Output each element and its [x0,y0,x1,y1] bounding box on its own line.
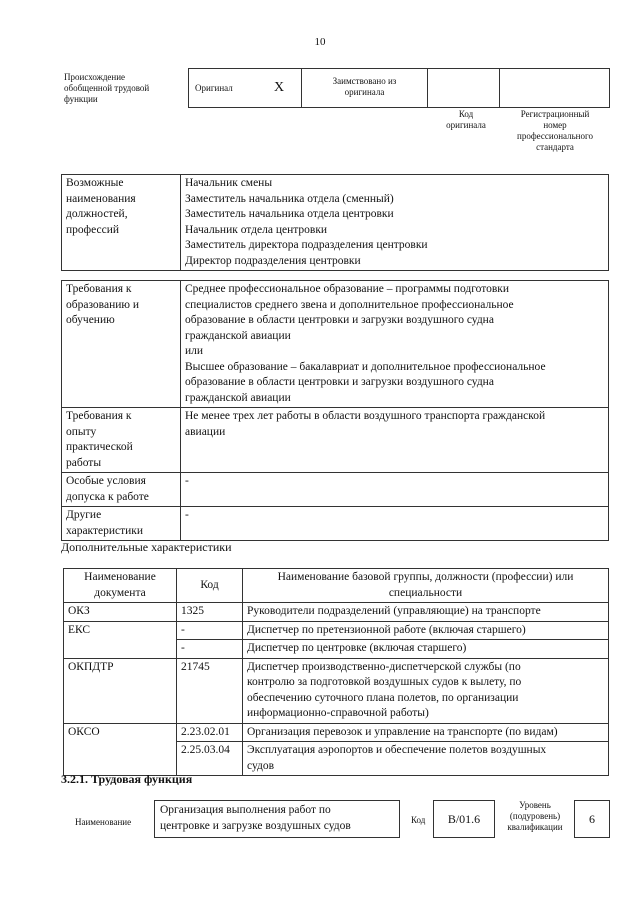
experience-label: Требования к опыту практической работы [62,408,181,473]
origin-table [188,68,610,108]
special-conditions-value: - [181,473,609,507]
header-code: Код [177,569,243,603]
row-name: Диспетчер по претензионной работе (включая старшего) [243,621,609,640]
position-item: Заместитель начальника отдела (сменный) [185,192,394,205]
lf-code-value: B/01.6 [433,800,495,838]
row-name: Диспетчер производственно-диспетчерской службы (по контролю за подготовкой воздушных судов к вылету, по обеспечению суточного плана полетов, по организации информационно-справочной работы) [243,658,609,723]
reg-number-caption: Регистрационный номер профессионального стандарта [517,109,593,152]
row-doc: ОКЗ [64,603,177,622]
page-number: 10 [314,36,326,48]
additional-table [63,568,609,776]
original-label: Оригинал [195,83,233,93]
position-item: Директор подразделения центровки [185,254,361,267]
education-label: Требования к образованию и обучению [62,281,181,408]
original-mark: X [273,80,285,95]
row-code: 2.25.03.04 [177,742,243,776]
other-characteristics-label: Другие характеристики [62,507,181,541]
row-doc: ОКСО [64,723,177,776]
positions-list [181,175,609,271]
positions-table [61,174,609,271]
original-code-cell [427,69,499,107]
lf-name-label: Наименование [75,817,132,827]
borrowed-label: Заимствовано из оригинала [301,69,427,107]
requirements-table [61,280,609,541]
additional-heading: Дополнительные характеристики [61,540,232,554]
experience-value: Не менее трех лет работы в области воздушного транспорта гражданской авиации [181,408,609,473]
row-code: - [177,640,243,659]
position-item: Заместитель начальника отдела центровки [185,208,394,220]
row-name: Диспетчер по центровке (включая старшего) [243,640,609,659]
lf-level-value: 6 [574,800,610,838]
position-item: Заместитель директора подразделения центровки [185,239,428,251]
lf-code-label: Код [411,815,426,825]
row-code: 1325 [177,603,243,622]
reg-number-cell [499,69,609,107]
special-conditions-label: Особые условия допуска к работе [62,473,181,507]
lf-name-value: Организация выполнения работ по центровке и загрузке воздушных судов [154,800,400,838]
header-document: Наименование документа [64,569,177,603]
labor-function-heading: 3.2.1. Трудовая функция [61,772,193,786]
row-doc: ОКПДТР [64,658,177,723]
row-code: 21745 [177,658,243,723]
position-item: Начальник смены [185,177,273,189]
row-code: - [177,621,243,640]
row-name: Руководители подразделений (управляющие) на транспорте [243,603,609,622]
lf-level-label: Уровень (подуровень) квалификации [507,800,563,832]
other-characteristics-value: - [181,507,609,541]
row-name: Эксплуатация аэропортов и обеспечение полетов воздушных судов [243,742,609,776]
row-doc: ЕКС [64,621,177,658]
origin-label: Происхождение обобщенной трудовой функции [64,72,150,104]
position-item: Начальник отдела центровки [185,223,328,236]
header-name: Наименование базовой группы, должности (профессии) или специальности [243,569,609,603]
row-code: 2.23.02.01 [177,723,243,742]
row-name: Организация перевозок и управление на транспорте (по видам) [243,723,609,742]
positions-label: Возможные наименования должностей, профессий [62,175,181,271]
education-value: Среднее профессиональное образование – программы подготовки специалистов среднего звена и дополнительное профессиональное образование в области центровки и загрузки воздушного судна гражданской авиации или Высшее образование – бакалавриат и дополнительное профессиональное образование в области центровки и загрузки воздушного судна гражданской авиации [181,281,609,408]
original-code-caption: Код оригинала [446,109,486,130]
